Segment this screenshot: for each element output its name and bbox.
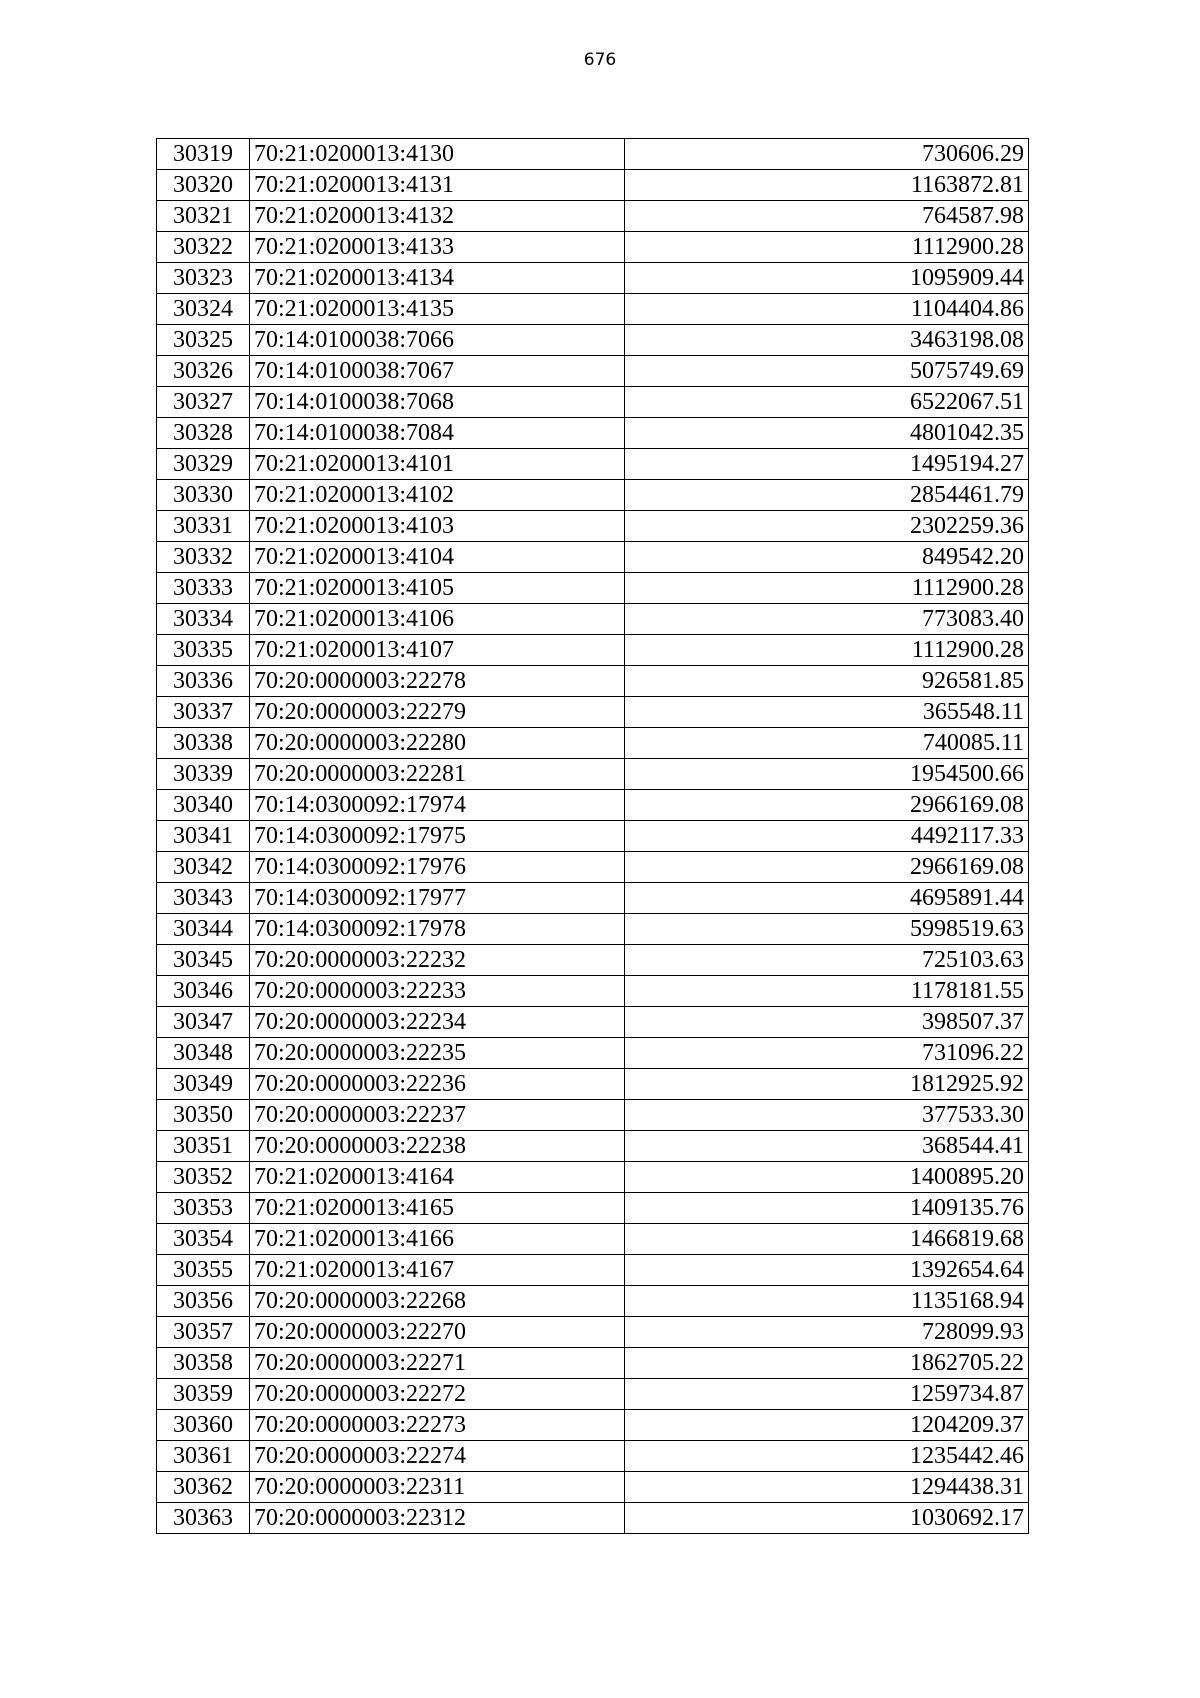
row-number-cell: 30336 — [157, 666, 250, 697]
row-number-cell: 30337 — [157, 697, 250, 728]
page-number: 676 — [583, 50, 617, 70]
table-row — [157, 883, 1029, 914]
row-number-cell: 30323 — [157, 263, 250, 294]
row-number-cell: 30327 — [157, 387, 250, 418]
table-row — [157, 573, 1029, 604]
row-number-cell: 30363 — [157, 1503, 250, 1534]
table-row — [157, 1503, 1029, 1534]
row-number-cell: 30324 — [157, 294, 250, 325]
row-number-cell: 30347 — [157, 1007, 250, 1038]
row-number-cell: 30359 — [157, 1379, 250, 1410]
cadastral-value-cell: 377533.30 — [625, 1100, 1029, 1131]
table-row — [157, 1317, 1029, 1348]
cadastral-value-cell: 4492117.33 — [625, 821, 1029, 852]
cadastral-number-cell: 70:20:0000003:22281 — [250, 759, 625, 790]
table-row — [157, 263, 1029, 294]
cadastral-value-cell: 1135168.94 — [625, 1286, 1029, 1317]
row-number-cell: 30356 — [157, 1286, 250, 1317]
table-row — [157, 1193, 1029, 1224]
cadastral-value-cell: 1030692.17 — [625, 1503, 1029, 1534]
cadastral-number-cell: 70:21:0200013:4105 — [250, 573, 625, 604]
row-number-cell: 30342 — [157, 852, 250, 883]
cadastral-value-cell: 3463198.08 — [625, 325, 1029, 356]
cadastral-value-cell: 368544.41 — [625, 1131, 1029, 1162]
cadastral-value-cell: 1112900.28 — [625, 232, 1029, 263]
row-number-cell: 30350 — [157, 1100, 250, 1131]
cadastral-number-cell: 70:20:0000003:22232 — [250, 945, 625, 976]
row-number-cell: 30343 — [157, 883, 250, 914]
cadastral-number-cell: 70:20:0000003:22279 — [250, 697, 625, 728]
cadastral-value-cell: 730606.29 — [625, 139, 1029, 170]
row-number-cell: 30333 — [157, 573, 250, 604]
cadastral-number-cell: 70:14:0300092:17975 — [250, 821, 625, 852]
row-number-cell: 30354 — [157, 1224, 250, 1255]
cadastral-value-cell: 1259734.87 — [625, 1379, 1029, 1410]
table-row — [157, 511, 1029, 542]
cadastral-number-cell: 70:20:0000003:22312 — [250, 1503, 625, 1534]
cadastral-value-cell: 2966169.08 — [625, 790, 1029, 821]
table-row — [157, 356, 1029, 387]
cadastral-value-cell: 1112900.28 — [625, 573, 1029, 604]
cadastral-number-cell: 70:14:0100038:7084 — [250, 418, 625, 449]
row-number-cell: 30361 — [157, 1441, 250, 1472]
cadastral-number-cell: 70:20:0000003:22278 — [250, 666, 625, 697]
table-row — [157, 914, 1029, 945]
row-number-cell: 30360 — [157, 1410, 250, 1441]
row-number-cell: 30335 — [157, 635, 250, 666]
row-number-cell: 30349 — [157, 1069, 250, 1100]
cadastral-number-cell: 70:21:0200013:4164 — [250, 1162, 625, 1193]
row-number-cell: 30344 — [157, 914, 250, 945]
table-row — [157, 201, 1029, 232]
table-row — [157, 542, 1029, 573]
cadastral-number-cell: 70:14:0300092:17978 — [250, 914, 625, 945]
row-number-cell: 30334 — [157, 604, 250, 635]
table-row — [157, 1038, 1029, 1069]
cadastral-number-cell: 70:20:0000003:22238 — [250, 1131, 625, 1162]
table-row — [157, 666, 1029, 697]
row-number-cell: 30353 — [157, 1193, 250, 1224]
table-row — [157, 294, 1029, 325]
cadastral-number-cell: 70:21:0200013:4107 — [250, 635, 625, 666]
cadastral-value-cell: 1235442.46 — [625, 1441, 1029, 1472]
table-row — [157, 1131, 1029, 1162]
cadastral-number-cell: 70:21:0200013:4130 — [250, 139, 625, 170]
row-number-cell: 30320 — [157, 170, 250, 201]
table-row — [157, 945, 1029, 976]
row-number-cell: 30351 — [157, 1131, 250, 1162]
row-number-cell: 30319 — [157, 139, 250, 170]
cadastral-value-cell: 1178181.55 — [625, 976, 1029, 1007]
cadastral-value-cell: 1112900.28 — [625, 635, 1029, 666]
cadastral-number-cell: 70:20:0000003:22271 — [250, 1348, 625, 1379]
table-row — [157, 449, 1029, 480]
cadastral-number-cell: 70:20:0000003:22311 — [250, 1472, 625, 1503]
cadastral-number-cell: 70:21:0200013:4165 — [250, 1193, 625, 1224]
table-row — [157, 1410, 1029, 1441]
cadastral-value-cell: 1204209.37 — [625, 1410, 1029, 1441]
cadastral-number-cell: 70:21:0200013:4101 — [250, 449, 625, 480]
row-number-cell: 30348 — [157, 1038, 250, 1069]
cadastral-value-cell: 1294438.31 — [625, 1472, 1029, 1503]
cadastral-number-cell: 70:20:0000003:22280 — [250, 728, 625, 759]
row-number-cell: 30332 — [157, 542, 250, 573]
table-row — [157, 1379, 1029, 1410]
cadastral-value-cell: 764587.98 — [625, 201, 1029, 232]
cadastral-value-cell: 773083.40 — [625, 604, 1029, 635]
table-row — [157, 790, 1029, 821]
cadastral-number-cell: 70:20:0000003:22235 — [250, 1038, 625, 1069]
table-row — [157, 697, 1029, 728]
row-number-cell: 30345 — [157, 945, 250, 976]
cadastral-value-cell: 926581.85 — [625, 666, 1029, 697]
table-body — [157, 139, 1029, 1534]
cadastral-number-cell: 70:21:0200013:4134 — [250, 263, 625, 294]
cadastral-number-cell: 70:21:0200013:4166 — [250, 1224, 625, 1255]
table-row — [157, 325, 1029, 356]
row-number-cell: 30330 — [157, 480, 250, 511]
cadastral-value-cell: 1466819.68 — [625, 1224, 1029, 1255]
cadastral-number-cell: 70:20:0000003:22273 — [250, 1410, 625, 1441]
cadastral-number-cell: 70:21:0200013:4135 — [250, 294, 625, 325]
table-row — [157, 170, 1029, 201]
table-row — [157, 728, 1029, 759]
cadastral-value-cell: 2966169.08 — [625, 852, 1029, 883]
cadastral-value-cell: 398507.37 — [625, 1007, 1029, 1038]
cadastral-value-cell: 4801042.35 — [625, 418, 1029, 449]
table-row — [157, 759, 1029, 790]
cadastral-number-cell: 70:20:0000003:22272 — [250, 1379, 625, 1410]
cadastral-value-cell: 1409135.76 — [625, 1193, 1029, 1224]
row-number-cell: 30357 — [157, 1317, 250, 1348]
cadastral-value-cell: 1163872.81 — [625, 170, 1029, 201]
cadastral-number-cell: 70:21:0200013:4102 — [250, 480, 625, 511]
cadastral-number-cell: 70:14:0100038:7066 — [250, 325, 625, 356]
table-row — [157, 232, 1029, 263]
cadastral-number-cell: 70:21:0200013:4104 — [250, 542, 625, 573]
table-row — [157, 1286, 1029, 1317]
row-number-cell: 30325 — [157, 325, 250, 356]
cadastral-number-cell: 70:14:0300092:17974 — [250, 790, 625, 821]
cadastral-value-cell: 731096.22 — [625, 1038, 1029, 1069]
cadastral-number-cell: 70:14:0300092:17976 — [250, 852, 625, 883]
cadastral-number-cell: 70:14:0100038:7068 — [250, 387, 625, 418]
cadastral-value-cell: 1400895.20 — [625, 1162, 1029, 1193]
table-row — [157, 1162, 1029, 1193]
cadastral-value-cell: 365548.11 — [625, 697, 1029, 728]
table-row — [157, 1441, 1029, 1472]
table-row — [157, 1348, 1029, 1379]
cadastral-number-cell: 70:20:0000003:22270 — [250, 1317, 625, 1348]
row-number-cell: 30329 — [157, 449, 250, 480]
cadastral-value-cell: 1812925.92 — [625, 1069, 1029, 1100]
cadastral-value-cell: 5998519.63 — [625, 914, 1029, 945]
cadastral-value-cell: 1862705.22 — [625, 1348, 1029, 1379]
row-number-cell: 30355 — [157, 1255, 250, 1286]
row-number-cell: 30346 — [157, 976, 250, 1007]
table-row — [157, 418, 1029, 449]
table-row — [157, 139, 1029, 170]
table-row — [157, 1007, 1029, 1038]
table-row — [157, 604, 1029, 635]
cadastral-value-cell: 1095909.44 — [625, 263, 1029, 294]
row-number-cell: 30326 — [157, 356, 250, 387]
table-row — [157, 1472, 1029, 1503]
cadastral-value-cell: 6522067.51 — [625, 387, 1029, 418]
cadastral-value-cell: 728099.93 — [625, 1317, 1029, 1348]
table-row — [157, 635, 1029, 666]
table-row — [157, 1069, 1029, 1100]
cadastral-number-cell: 70:21:0200013:4106 — [250, 604, 625, 635]
row-number-cell: 30339 — [157, 759, 250, 790]
row-number-cell: 30322 — [157, 232, 250, 263]
cadastral-value-table — [156, 138, 1029, 1534]
cadastral-value-cell: 2854461.79 — [625, 480, 1029, 511]
row-number-cell: 30352 — [157, 1162, 250, 1193]
cadastral-number-cell: 70:20:0000003:22233 — [250, 976, 625, 1007]
cadastral-number-cell: 70:20:0000003:22237 — [250, 1100, 625, 1131]
cadastral-number-cell: 70:20:0000003:22234 — [250, 1007, 625, 1038]
table-row — [157, 480, 1029, 511]
cadastral-value-cell: 1954500.66 — [625, 759, 1029, 790]
row-number-cell: 30338 — [157, 728, 250, 759]
cadastral-value-cell: 740085.11 — [625, 728, 1029, 759]
cadastral-number-cell: 70:20:0000003:22236 — [250, 1069, 625, 1100]
cadastral-value-cell: 1104404.86 — [625, 294, 1029, 325]
table-row — [157, 976, 1029, 1007]
table-row — [157, 852, 1029, 883]
cadastral-number-cell: 70:20:0000003:22268 — [250, 1286, 625, 1317]
cadastral-number-cell: 70:21:0200013:4132 — [250, 201, 625, 232]
cadastral-value-cell: 849542.20 — [625, 542, 1029, 573]
cadastral-value-cell: 725103.63 — [625, 945, 1029, 976]
cadastral-number-cell: 70:21:0200013:4167 — [250, 1255, 625, 1286]
cadastral-value-cell: 4695891.44 — [625, 883, 1029, 914]
table-row — [157, 1255, 1029, 1286]
row-number-cell: 30328 — [157, 418, 250, 449]
cadastral-number-cell: 70:21:0200013:4133 — [250, 232, 625, 263]
table-row — [157, 821, 1029, 852]
cadastral-number-cell: 70:20:0000003:22274 — [250, 1441, 625, 1472]
cadastral-number-cell: 70:21:0200013:4103 — [250, 511, 625, 542]
row-number-cell: 30331 — [157, 511, 250, 542]
row-number-cell: 30341 — [157, 821, 250, 852]
cadastral-value-cell: 2302259.36 — [625, 511, 1029, 542]
table-row — [157, 1100, 1029, 1131]
cadastral-number-cell: 70:14:0300092:17977 — [250, 883, 625, 914]
cadastral-number-cell: 70:14:0100038:7067 — [250, 356, 625, 387]
table-row — [157, 387, 1029, 418]
row-number-cell: 30362 — [157, 1472, 250, 1503]
cadastral-value-cell: 1392654.64 — [625, 1255, 1029, 1286]
table-row — [157, 1224, 1029, 1255]
cadastral-number-cell: 70:21:0200013:4131 — [250, 170, 625, 201]
cadastral-value-cell: 1495194.27 — [625, 449, 1029, 480]
row-number-cell: 30340 — [157, 790, 250, 821]
row-number-cell: 30321 — [157, 201, 250, 232]
row-number-cell: 30358 — [157, 1348, 250, 1379]
cadastral-value-cell: 5075749.69 — [625, 356, 1029, 387]
